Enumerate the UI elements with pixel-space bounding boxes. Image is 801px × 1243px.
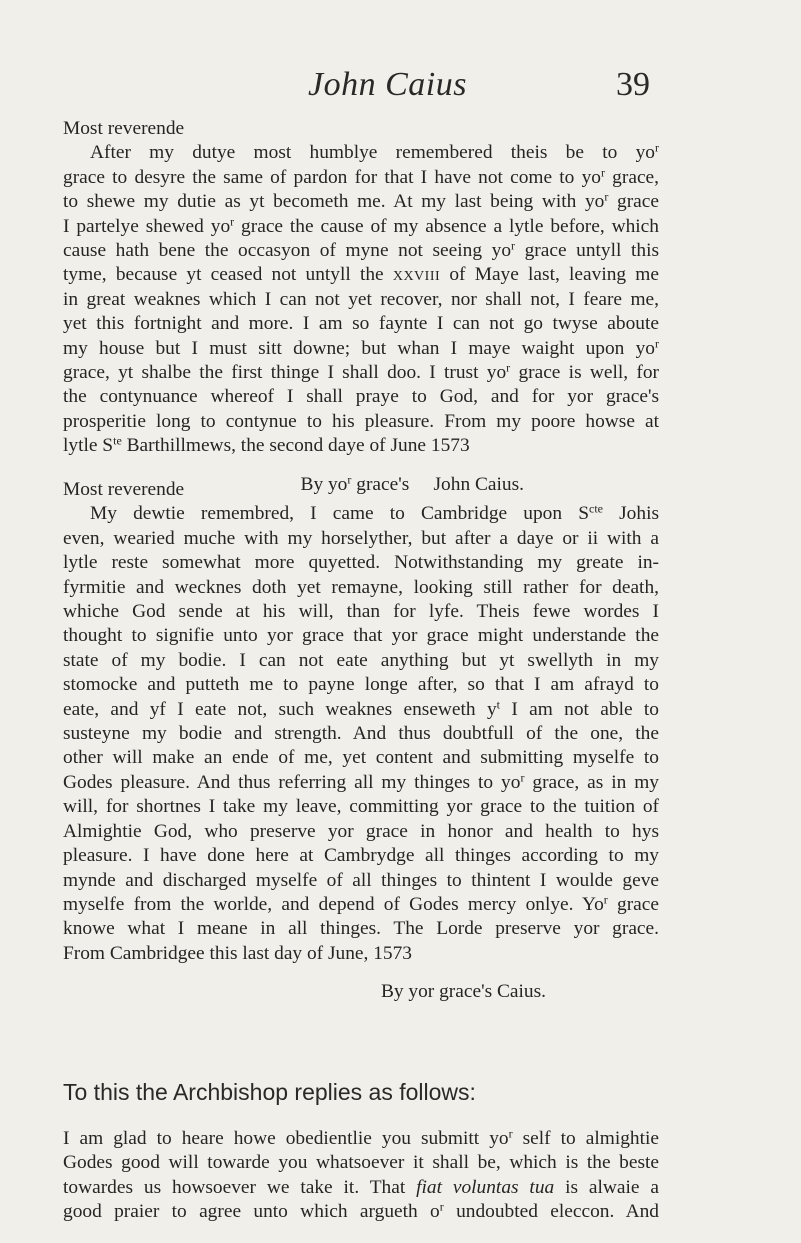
letter-2-signature: By yor grace's Caius.	[380, 981, 546, 1003]
text-line: prosperitie long to contynue to his pleasure. From my poore howse at	[63, 410, 659, 432]
text-line: whiche God sende at his will, than for lyfe. Theis fewe wordes I	[63, 601, 659, 623]
text-line: to shewe my dutie as yt becometh me. At my last being with $yo^r$ grace	[63, 189, 659, 213]
text-line: yet this fortnight and more. I am so faynte I can not go twyse aboute	[63, 313, 659, 335]
text-line: fyrmitie and wecknes doth yet remayne, looking still rather for death,	[63, 576, 659, 598]
text-line: will, for shortnes I take my leave, committing yor grace to the tuition of	[63, 796, 659, 818]
text-line: in great weaknes which I can not yet recover, nor shall not, I feare me,	[63, 288, 659, 310]
text-line: my house but I must sitt downe; but whan I maye waight upon $yo^r$	[63, 336, 659, 359]
section-heading: To this the Archbishop replies as follows:	[63, 1079, 476, 1105]
text-line: eate, and yf I eate not, such weaknes enseweth $y^t$ I am not able to	[63, 697, 659, 720]
running-title: John Caius	[308, 66, 467, 103]
letter-1-salutation: Most reverende	[63, 118, 185, 139]
text-line: the contynuance whereof I shall praye to God, and for yor grace's	[63, 386, 659, 408]
text-line: pleasure. I have done here at Cambrydge all thinges according to my	[63, 845, 659, 867]
text-line: state of my bodie. I can not eate anything but yt swellyth in my	[63, 649, 659, 671]
text-line: lytle reste somewhat more quyetted. Notwithstanding my greate in-	[63, 552, 659, 574]
text-line: tyme, because yt ceased not untyll the xxviii of Maye last, leaving me	[63, 264, 659, 286]
letter-1	[63, 117, 659, 497]
text-line: thought to signifie unto yor grace that yor grace might understande the	[63, 625, 659, 647]
text-line: stomocke and putteth me to payne longe after, so that I am afrayd to	[63, 674, 659, 696]
page-header	[0, 66, 801, 106]
letter-2	[63, 478, 659, 1005]
text-line: I partelye shewed $yo^r$ grace the cause of my absence a lytle before, which	[63, 214, 659, 237]
text-line: myselfe from the worlde, and depend of Godes mercy onlye. Yo$^r$ grace	[63, 892, 659, 915]
text-line: grace to desyre the same of pardon for that I have not come to $yo^r$ grace,	[63, 165, 660, 188]
archbishop-reply	[63, 1127, 659, 1225]
text-line: My dewtie remembred, I came to Cambridge upon $S^{cte}$ Johis	[90, 501, 660, 525]
text-line: even, wearied muche with my horselyther, but after a daye or ii with a	[63, 527, 659, 549]
text-line: other will make an ende of me, yet content and submitting myselfe to	[63, 747, 659, 769]
text-line: towardes us howsoever we take it. That fiat voluntas tua is alwaie a	[63, 1176, 659, 1198]
text-line: grace, yt shalbe the first thinge I shall doo. I trust $yo^r$ grace is well, for	[63, 360, 660, 384]
text-line: Godes good will towarde you whatsoever it shall be, which is the beste	[63, 1152, 659, 1174]
text-line: mynde and discharged myselfe of all thinges to thintent I woulde geve	[63, 869, 659, 891]
text-line: susteyne my bodie and strength. And thus doubtfull of the one, the	[63, 723, 659, 745]
text-line: Almightie God, who preserve yor grace in honor and health to hys	[63, 820, 659, 842]
letter-1-signature: By $yo^r$ grace's John Caius.	[300, 472, 524, 495]
text-line: I am glad to heare howe obedientlie you submitt $yo^r$ self to almightie	[63, 1126, 659, 1149]
text-line: good praier to agree unto which argueth $o^r$ undoubted eleccon. And	[63, 1199, 659, 1223]
text-line: Godes pleasure. And thus referring all my thinges to $yo^r$ grace, as in my	[63, 770, 659, 793]
page-number: 39	[616, 66, 650, 103]
text-line: knowe what I meane in all thinges. The Lorde preserve yor grace.	[63, 918, 659, 940]
text-line: lytle $S^{te}$ Barthillmews, the second daye of June 1573	[63, 433, 470, 457]
text-line: cause hath bene the occasyon of myne not seeing $yo^r$ grace untyll this	[63, 238, 659, 262]
latin-phrase: fiat voluntas tua	[416, 1176, 555, 1198]
letter-2-salutation: Most reverende	[63, 479, 185, 500]
text-line: From Cambridgee this last day of June, 1573	[63, 942, 412, 964]
text-line: After my dutye most humblye remembered theis be to $yo^r$	[90, 140, 659, 164]
